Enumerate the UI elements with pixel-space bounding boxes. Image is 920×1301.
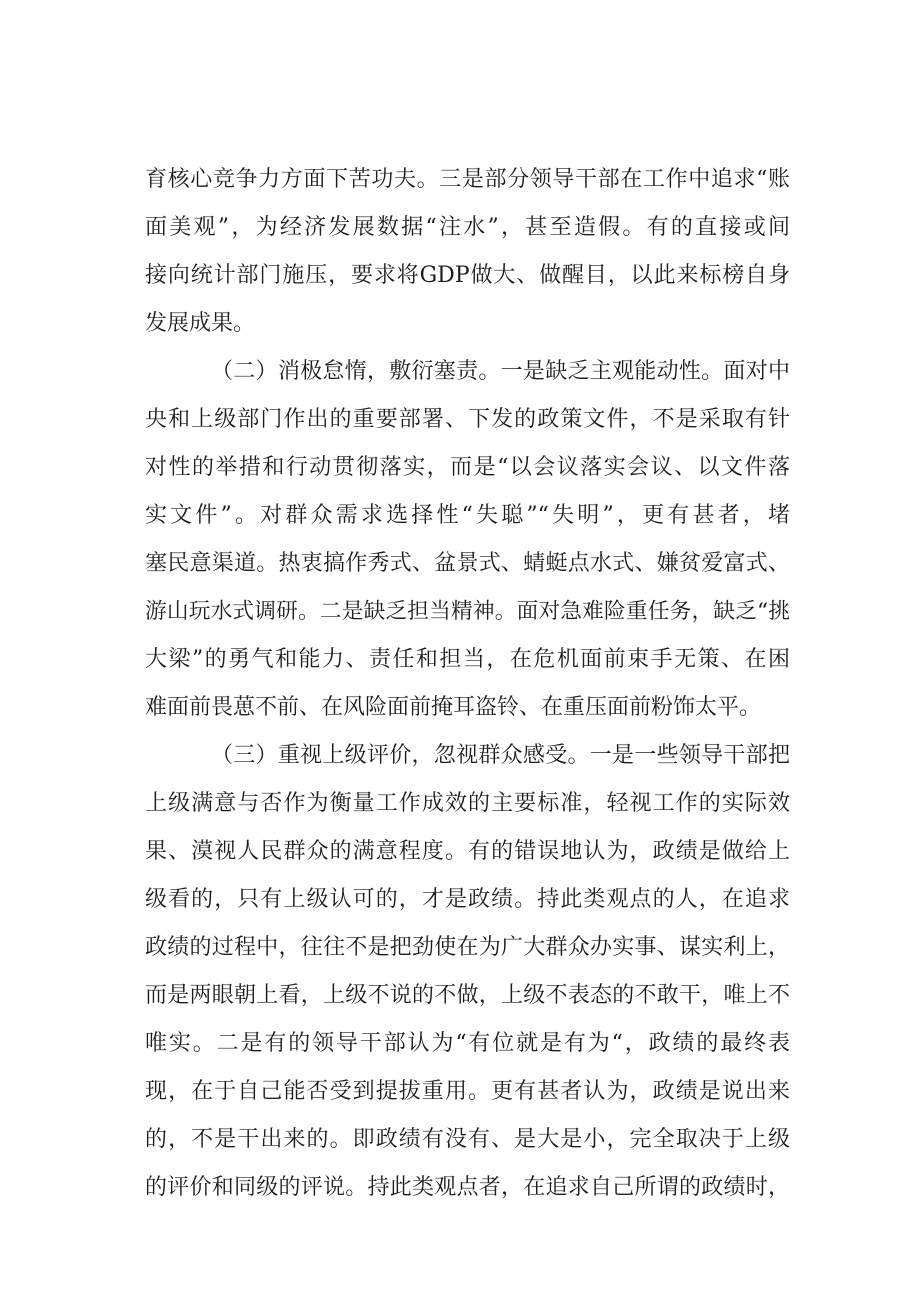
- text-line: 游山玩水式调研。二是缺乏担当精神。面对急难险重任务，缺乏“挑: [145, 599, 790, 624]
- text-line: 而是两眼朝上看，上级不说的不做，上级不表态的不敢干，唯上不: [145, 983, 790, 1008]
- document-body: [145, 156, 790, 1212]
- text-line: 面美观”，为经济发展数据“注水”，甚至造假。有的直接或间: [145, 215, 790, 240]
- text-line: 对性的举措和行动贯彻落实，而是“以会议落实会议、以文件落: [145, 455, 790, 480]
- text-line: 现，在于自己能否受到提拔重用。更有甚者认为，政绩是说出来: [145, 1079, 790, 1104]
- text-line: 实文件”。对群众需求选择性“失聪”“失明”，更有甚者，堵: [145, 503, 790, 528]
- text-line: 的，不是干出来的。即政绩有没有、是大是小，完全取决于上级: [145, 1127, 790, 1152]
- text-line: 政绩的过程中，往往不是把劲使在为广大群众办实事、谋实利上，: [145, 935, 790, 960]
- text-line: 唯实。二是有的领导干部认为“有位就是有为“，政绩的最终表: [145, 1031, 790, 1056]
- section-heading-line: （二）消极怠惰，敷衍塞责。一是缺乏主观能动性。面对中: [211, 359, 790, 384]
- text-line: 接向统计部门施压，要求将GDP做大、做醒目，以此来标榜自身: [145, 263, 790, 288]
- text-line: 发展成果。: [145, 311, 256, 336]
- text-line: 育核心竞争力方面下苦功夫。三是部分领导干部在工作中追求“账: [145, 167, 790, 192]
- section-heading-line: （三）重视上级评价，忽视群众感受。一是一些领导干部把: [211, 743, 790, 768]
- text-line: 央和上级部门作出的重要部署、下发的政策文件，不是采取有针: [145, 407, 790, 432]
- text-line: 级看的，只有上级认可的，才是政绩。持此类观点的人，在追求: [145, 887, 790, 912]
- text-line: 果、漠视人民群众的满意程度。有的错误地认为，政绩是做给上: [145, 839, 790, 864]
- text-line: 大梁”的勇气和能力、责任和担当，在危机面前束手无策、在困: [145, 647, 790, 672]
- text-line: 的评价和同级的评说。持此类观点者，在追求自己所谓的政绩时，: [145, 1175, 790, 1200]
- text-line: 难面前畏葸不前、在风险面前掩耳盗铃、在重压面前粉饰太平。: [145, 695, 762, 720]
- text-line: 塞民意渠道。热衷搞作秀式、盆景式、蜻蜓点水式、嫌贫爱富式、: [145, 551, 790, 576]
- text-line: 上级满意与否作为衡量工作成效的主要标准，轻视工作的实际效: [145, 791, 790, 816]
